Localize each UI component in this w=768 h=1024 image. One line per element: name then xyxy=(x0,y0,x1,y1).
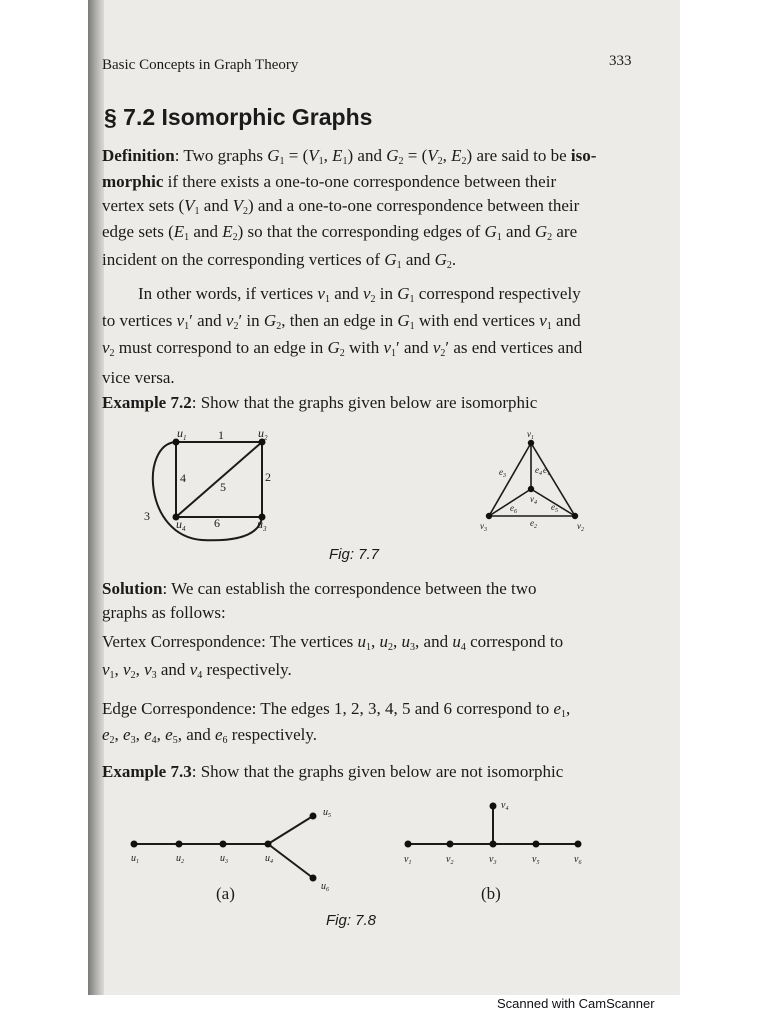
page-number: 333 xyxy=(609,53,632,69)
section-title: § 7.2 Isomorphic Graphs xyxy=(104,104,373,130)
fig-7-8-label-b: (b) xyxy=(481,884,501,903)
fig-7-7-left-graph xyxy=(140,424,280,544)
vertex-u1 xyxy=(131,841,138,848)
example-7-2: Example 7.2: Show that the graphs given below are isomorphic xyxy=(102,393,538,412)
edge-label-e3: $e_3$ xyxy=(499,467,506,479)
label-u4: $u_4$ xyxy=(176,517,186,533)
fig-7-7-caption: Fig: 7.7 xyxy=(329,546,380,563)
vertex-v4 xyxy=(490,803,497,810)
vertex-v4 xyxy=(528,486,534,492)
example-7-2-label: Example 7.2 xyxy=(102,393,192,412)
edge-label-e1: $e_1$ xyxy=(543,465,550,477)
svg-text:v2: $v_2$ xyxy=(446,854,454,866)
vertex-u5 xyxy=(310,813,317,820)
svg-text:v1: $v_1$ xyxy=(404,854,412,866)
term-isomorphic-a: iso- xyxy=(570,146,597,165)
edge-correspondence-line-2: $e_2$, $e_3$, $e_4$, $e_5$, and $e_6$ respectively. xyxy=(102,725,318,746)
label-u3: $u_3$ xyxy=(257,517,267,533)
vertex-v3 xyxy=(490,841,497,848)
edge-label-1: 1 xyxy=(218,428,224,442)
edge-label-e2: $e_2$ xyxy=(530,518,537,530)
definition-label: Definition xyxy=(102,146,175,165)
vertex-v5 xyxy=(533,841,540,848)
vertex-v3 xyxy=(486,513,492,519)
label-v4: $v_4$ xyxy=(530,494,537,506)
vertex-u3 xyxy=(220,841,227,848)
edge-correspondence-line-1: Edge Correspondence: The edges 1, 2, 3, 4, 5 and 6 correspond to $e_1$, xyxy=(102,699,571,720)
edge-label-4: 4 xyxy=(180,471,186,485)
edge-label-e4: $e_4$ xyxy=(535,465,542,477)
vertex-v2 xyxy=(572,513,578,519)
label-u2: $u_2$ xyxy=(258,426,268,442)
edge-label-e5: $e_5$ xyxy=(551,502,558,514)
definition-line-1: Definition: Two graphs $G_1 = (V_1$, $E_1$) and $G_2 = (V_2$, $E_2$) are said to be iso- xyxy=(102,146,597,167)
edge-label-6: 6 xyxy=(214,516,220,530)
label-u1: $u_1$ xyxy=(177,426,187,442)
vertex-correspondence-line-1: Vertex Correspondence: The vertices $u_1$, $u_2$, $u_3$, and $u_4$ correspond to xyxy=(102,632,564,653)
edge-label-3: 3 xyxy=(144,509,150,523)
vertex-v1 xyxy=(405,841,412,848)
svg-text:u6: $u_6$ xyxy=(321,881,329,893)
edge-label-5: 5 xyxy=(220,480,226,494)
vertex-u6 xyxy=(310,875,317,882)
solution-label: Solution xyxy=(102,579,163,598)
fig-7-8-caption: Fig: 7.8 xyxy=(326,912,377,929)
edge-label-2: 2 xyxy=(265,470,271,484)
other-words-line-4: vice versa. xyxy=(102,368,175,387)
camscanner-watermark: Scanned with CamScanner xyxy=(497,996,655,1011)
svg-text:v5: $v_5$ xyxy=(532,854,540,866)
definition-line-4: edge sets ($E_1$ and $E_2$) so that the corresponding edges of $G_1$ and $G_2$ are xyxy=(102,222,578,243)
label-v2: $v_2$ xyxy=(577,521,584,533)
svg-text:u5: $u_5$ xyxy=(323,807,331,819)
solution-line-2: graphs as follows: xyxy=(102,603,226,622)
label-v1: $v_1$ xyxy=(527,429,534,441)
vertex-correspondence-line-2: $v_1$, $v_2$, $v_3$ and $v_4$ respectively. xyxy=(102,660,292,681)
example-7-3-label: Example 7.3 xyxy=(102,762,192,781)
vertex-v2 xyxy=(447,841,454,848)
svg-text:v4: $v_4$ xyxy=(501,800,509,812)
example-7-3: Example 7.3: Show that the graphs given below are not isomorphic xyxy=(102,762,564,781)
svg-text:v6: $v_6$ xyxy=(574,854,582,866)
svg-text:u1: $u_1$ xyxy=(131,853,139,865)
svg-text:u3: $u_3$ xyxy=(220,853,228,865)
other-words-line-1: In other words, if vertices $v_1$ and $v_2$ in $G_1$ correspond respectively xyxy=(138,284,581,305)
edge-label-e6: $e_6$ xyxy=(510,503,517,515)
label-v3: $v_3$ xyxy=(480,521,487,533)
solution-line-1: Solution: We can establish the correspondence between the two xyxy=(102,579,537,598)
vertex-u2 xyxy=(176,841,183,848)
svg-text:v3: $v_3$ xyxy=(489,854,497,866)
definition-line-5: incident on the corresponding vertices of $G_1$ and $G_2$. xyxy=(102,250,457,271)
book-page xyxy=(88,0,680,995)
fig-7-8-graph-b xyxy=(398,796,598,876)
definition-line-2: morphic if there exists a one-to-one correspondence between their xyxy=(102,172,557,191)
fig-7-8-graph-a xyxy=(124,796,354,896)
vertex-v6 xyxy=(575,841,582,848)
term-isomorphic-b: morphic xyxy=(102,172,164,191)
other-words-line-3: $v_2$ must correspond to an edge in $G_2$ with $v_1'$ and $v_2'$ as end vertices and xyxy=(102,338,583,359)
edge-5 xyxy=(176,442,262,517)
running-title: Basic Concepts in Graph Theory xyxy=(102,57,299,73)
svg-text:u2: $u_2$ xyxy=(176,853,184,865)
fig-7-7-right-graph xyxy=(474,428,596,536)
svg-text:u4: $u_4$ xyxy=(265,853,273,865)
vertex-u4 xyxy=(265,841,272,848)
definition-line-3: vertex sets ($V_1$ and $V_2$) and a one-to-one correspondence between their xyxy=(102,196,580,217)
other-words-line-2: to vertices $v_1'$ and $v_2'$ in $G_2$, then an edge in $G_1$ with end vertices $v_1$ and xyxy=(102,311,581,332)
fig-7-8-label-a: (a) xyxy=(216,884,235,903)
